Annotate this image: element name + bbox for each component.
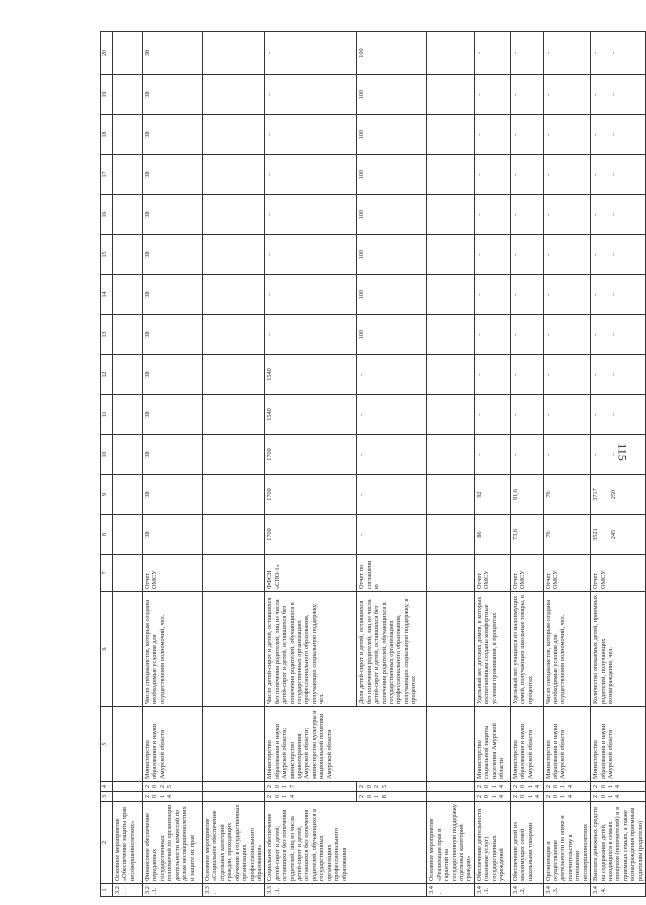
value-cell: -: [357, 435, 427, 475]
value-cell: -: [265, 235, 357, 275]
header-cell: 17: [101, 155, 113, 195]
header-cell: 1: [101, 884, 113, 897]
value-line: -: [592, 51, 600, 55]
value-cell: -: [510, 195, 543, 235]
activity-name: Основное мероприятие «Обеспечение защиты прав несовершеннолетних»: [113, 802, 143, 884]
table-row: [427, 32, 475, 897]
header-cell: 15: [101, 235, 113, 275]
activity-name: Основное мероприятие «Социальное обеспечение отдельных категорий граждан, проходящих обучение в государственных организациях профессионального образования»: [203, 802, 265, 884]
table-row: [143, 32, 203, 897]
value-cell: -: [543, 395, 591, 435]
data-source: Отчет ОМСУ: [543, 555, 591, 592]
value-line: -: [609, 253, 617, 256]
value-cell: -: [474, 155, 510, 195]
start-year: 2014: [143, 792, 203, 802]
value-cell: 1700: [265, 515, 357, 555]
data-source: Отчет ОМСУ: [591, 555, 646, 592]
value-cell: -: [510, 435, 543, 475]
indicator: Число специалистов, которым созданы необходимые условия для осуществления полномочий, чел.: [543, 592, 591, 707]
value-cell: [591, 75, 646, 115]
value-cell: -: [543, 355, 591, 395]
value-line: -: [609, 453, 617, 456]
indicator: Число детей-сирот и детей, оставшихся без попечения родителей, лиц из числа детей-сирот и детей, оставшихся без попечения родителей, обучающихся в государственных организациях профессионального образования, получающих социальную поддержку, чел.: [265, 592, 357, 707]
row-number: 3.4.1.: [474, 884, 510, 897]
value-cell: [591, 235, 646, 275]
activity-name: Социальное обеспечение детей-сирот и детей, оставшихся без попечения родителей, лиц из числа детей-сирот и детей, оставшихся без попечения родителей, обучающихся в государственных организациях профессионального образования: [265, 802, 427, 884]
value-cell: -: [543, 275, 591, 315]
row-number: 3.3.1.: [265, 884, 427, 897]
value-line: -: [592, 453, 600, 456]
value-cell: -: [543, 435, 591, 475]
row-number: 3.4.: [427, 884, 475, 897]
table-row: [203, 32, 265, 897]
value-line: -: [609, 293, 617, 296]
row-number: 3.3.: [203, 884, 265, 897]
header-cell: 13: [101, 315, 113, 355]
value-line: -: [609, 173, 617, 176]
value-cell: -: [474, 355, 510, 395]
indicator: Число специалистов, которым созданы необходимые условия для осуществления полномочий, чел.: [143, 592, 203, 707]
header-cell: 10: [101, 435, 113, 475]
value-cell: [591, 435, 646, 475]
value-cell: -: [474, 235, 510, 275]
value-cell: -: [510, 155, 543, 195]
value-line: -: [592, 253, 600, 256]
value-cell: -: [474, 275, 510, 315]
data-source: Отчет ОМСУ: [143, 555, 203, 592]
start-year: 2014: [474, 792, 510, 802]
value-cell: 76: [543, 475, 591, 515]
page-number: 115: [615, 443, 630, 461]
value-line: 3717: [592, 488, 600, 501]
value-cell: -: [510, 355, 543, 395]
value-line: -: [609, 213, 617, 216]
value-cell: -: [543, 32, 591, 75]
value-cell: 86: [474, 515, 510, 555]
header-cell: 6: [101, 592, 113, 707]
row-number: 3.4.2.: [510, 884, 543, 897]
value-cell: -: [510, 75, 543, 115]
header-row: [101, 32, 113, 897]
value-cell: -: [543, 195, 591, 235]
header-cell: 4: [101, 782, 113, 792]
value-line: -: [592, 133, 600, 136]
header-cell: 16: [101, 195, 113, 235]
value-cell: -: [265, 115, 357, 155]
value-cell: -: [510, 235, 543, 275]
value-cell: -: [543, 155, 591, 195]
value-cell: -: [357, 355, 427, 395]
value-cell: 100: [357, 115, 427, 155]
header-cell: 18: [101, 115, 113, 155]
value-cell: 1540: [265, 395, 357, 435]
rotated-table-container: [100, 32, 644, 897]
table-row: [510, 32, 543, 897]
value-cell: -: [510, 115, 543, 155]
data-source: Отчет по соглашению: [357, 555, 427, 592]
header-cell: 2: [101, 802, 113, 884]
value-cell: 92: [474, 475, 510, 515]
value-cell: -: [357, 475, 427, 515]
value-cell: 38: [143, 115, 203, 155]
row-number: 3.4.3.: [543, 884, 591, 897]
value-cell: -: [543, 235, 591, 275]
header-cell: 20: [101, 32, 113, 75]
value-cell: [591, 32, 646, 75]
data-source: Отчет ОМСУ: [510, 555, 543, 592]
value-cell: 100: [357, 235, 427, 275]
value-cell: 38: [143, 395, 203, 435]
value-cell: -: [474, 32, 510, 75]
activity-name: Организация и осуществление деятельности по опеке и попечительству в отношении несовершеннолетних: [543, 802, 591, 884]
executor: Министерство образования и науки Амурской области; министерство здравоохранения Амурской области; министерство культуры и национальной политики Амурской области: [265, 707, 427, 782]
start-year: 2018: [357, 792, 427, 802]
executor: Министерство образования и науки Амурской области: [143, 707, 203, 782]
header-cell: 7: [101, 555, 113, 592]
value-cell: -: [543, 75, 591, 115]
table-row: [543, 32, 591, 897]
activity-name: Финансовое обеспечение переданных государственных полномочий по организации деятельности комиссий по делам несовершеннолетних и защите их прав: [143, 802, 203, 884]
value-cell: 38: [143, 275, 203, 315]
table-row: [591, 32, 646, 897]
value-line: 250: [609, 489, 617, 500]
end-year: 2025: [357, 782, 427, 792]
value-line: -: [592, 93, 600, 96]
value-cell: 38: [143, 515, 203, 555]
value-cell: -: [357, 395, 427, 435]
value-cell: -: [474, 435, 510, 475]
value-line: -: [609, 93, 617, 96]
table-row: [474, 32, 510, 897]
start-year: 2014: [543, 792, 591, 802]
value-cell: [591, 515, 646, 555]
header-cell: 9: [101, 475, 113, 515]
value-cell: -: [474, 395, 510, 435]
activity-name: Выплата денежных средств на содержание детей, находящихся в семьях опекунов (попечителей) и в приемных семьях, а также вознаграждения приемным родителям (родителю): [591, 802, 646, 884]
header-cell: 19: [101, 75, 113, 115]
value-line: -: [609, 51, 617, 55]
data-source: Отчет ОМСУ: [474, 555, 510, 592]
value-cell: -: [265, 155, 357, 195]
row-number: 3.2.: [113, 884, 143, 897]
value-cell: 1540: [265, 355, 357, 395]
value-cell: -: [510, 275, 543, 315]
value-cell: -: [510, 395, 543, 435]
value-line: -: [592, 173, 600, 176]
activity-name: Обеспечение детей из малоимущих семей школьными товарами: [510, 802, 543, 884]
header-cell: 14: [101, 275, 113, 315]
value-cell: 38: [143, 315, 203, 355]
value-cell: -: [474, 75, 510, 115]
value-cell: -: [474, 315, 510, 355]
end-year: 2025: [143, 782, 203, 792]
end-year: 2014: [591, 782, 646, 792]
value-cell: [591, 195, 646, 235]
program-activities-table: [100, 31, 646, 897]
end-year: 2014: [510, 782, 543, 792]
table-row: [265, 32, 357, 897]
start-year: 2014: [265, 792, 357, 802]
header-cell: 5: [101, 707, 113, 782]
header-cell: 11: [101, 395, 113, 435]
end-year: 2014: [474, 782, 510, 792]
value-cell: 1700: [265, 475, 357, 515]
value-cell: -: [543, 315, 591, 355]
table-row: [113, 32, 143, 897]
value-cell: -: [474, 195, 510, 235]
end-year: 2017: [265, 782, 357, 792]
value-cell: 73,6: [510, 515, 543, 555]
value-cell: 38: [143, 435, 203, 475]
header-cell: 3: [101, 792, 113, 802]
value-cell: -: [510, 315, 543, 355]
start-year: 2014: [591, 792, 646, 802]
value-line: 245: [609, 529, 617, 540]
indicator: Доля детей-сирот и детей, оставшихся без попечения родителей, лиц из числа детей-сирот и детей, оставшихся без попечения родителей, обучающихся в государственных организациях профессионального образования, получающих социальную поддержку, в процентах: [357, 592, 427, 707]
data-source: ФФСН «СПО-1»: [265, 555, 357, 592]
value-cell: 38: [143, 235, 203, 275]
executor: Министерство образования и науки Амурской области: [591, 707, 646, 782]
value-cell: -: [265, 315, 357, 355]
value-cell: [591, 395, 646, 435]
value-cell: [591, 315, 646, 355]
value-line: -: [592, 373, 600, 376]
value-line: 3521: [592, 528, 600, 541]
value-cell: 100: [357, 275, 427, 315]
header-cell: 12: [101, 355, 113, 395]
value-cell: -: [265, 32, 357, 75]
value-cell: 100: [357, 315, 427, 355]
value-line: -: [609, 373, 617, 376]
executor: Министерство образования и науки Амурской области: [510, 707, 543, 782]
value-cell: [591, 155, 646, 195]
row-number: 3.2.1.: [143, 884, 203, 897]
value-cell: 100: [357, 75, 427, 115]
value-cell: 100: [357, 155, 427, 195]
value-cell: -: [357, 515, 427, 555]
value-line: -: [609, 333, 617, 336]
value-cell: -: [265, 275, 357, 315]
value-cell: 38: [143, 155, 203, 195]
activity-name: Обеспечение деятельности (оказание услуг) государственных учреждений: [474, 802, 510, 884]
indicator: Удельный вес учащихся из малоимущих семей, получающих школьные товары, в процентах: [510, 592, 543, 707]
value-cell: [591, 475, 646, 515]
value-cell: 76: [543, 515, 591, 555]
value-line: -: [592, 333, 600, 336]
indicator: Удельный вес детских домов, в которых воспитанникам созданы комфортные условия проживания, в процентах: [474, 592, 510, 707]
value-cell: [591, 275, 646, 315]
start-year: 2014: [510, 792, 543, 802]
value-cell: 38: [143, 475, 203, 515]
indicator: Количество опекаемых детей, приемных родителей, получающих вознаграждение, чел.: [591, 592, 646, 707]
executor: Министерство социальной защиты населения Амурской области: [474, 707, 510, 782]
header-cell: 8: [101, 515, 113, 555]
value-cell: 91,6: [510, 475, 543, 515]
value-cell: 100: [357, 32, 427, 75]
row-number: 3.4.4.: [591, 884, 646, 897]
value-cell: -: [265, 75, 357, 115]
activity-name: Основное мероприятие «Реализация прав и гарантий на государственную поддержку отдельных категорий граждан»: [427, 802, 475, 884]
value-cell: -: [543, 115, 591, 155]
value-line: -: [592, 213, 600, 216]
value-line: -: [609, 413, 617, 416]
value-line: -: [592, 293, 600, 296]
value-cell: -: [265, 195, 357, 235]
value-cell: [591, 355, 646, 395]
value-line: -: [592, 413, 600, 416]
value-cell: [591, 115, 646, 155]
value-cell: 38: [143, 355, 203, 395]
value-cell: 38: [143, 32, 203, 75]
value-cell: 100: [357, 195, 427, 235]
end-year: 2014: [543, 782, 591, 792]
value-cell: -: [474, 115, 510, 155]
value-cell: 38: [143, 195, 203, 235]
value-cell: -: [510, 32, 543, 75]
value-cell: 1700: [265, 435, 357, 475]
value-cell: 38: [143, 75, 203, 115]
executor: Министерство образования и науки Амурской области: [543, 707, 591, 782]
value-line: -: [609, 133, 617, 136]
